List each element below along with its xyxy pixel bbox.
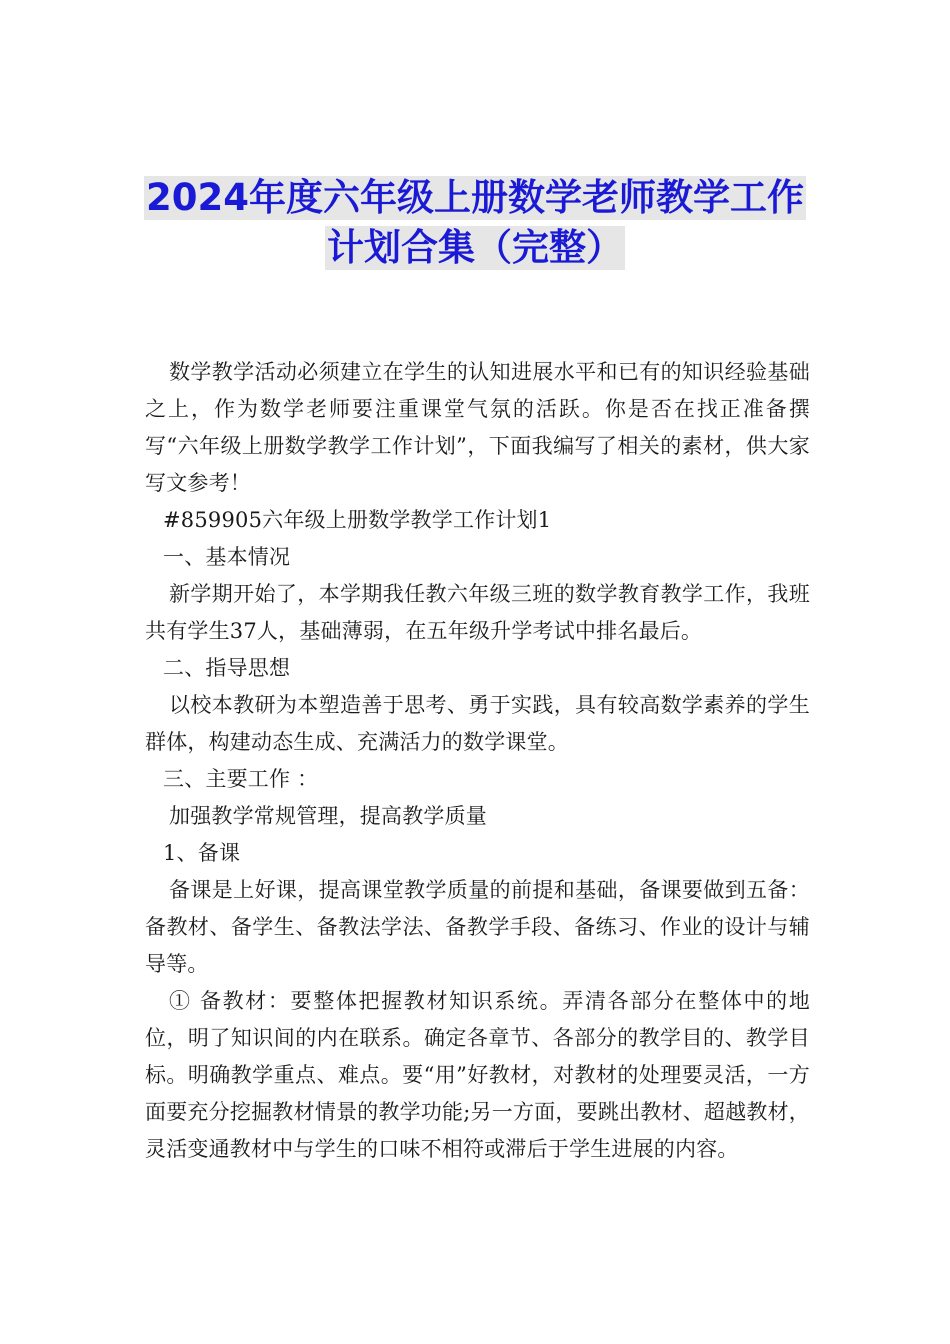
title-line-1: 2024年度六年级上册数学老师教学工作 (146, 176, 804, 219)
basic-info-paragraph: 新学期开始了，本学期我任教六年级三班的数学教育教学工作，我班共有学生37人，基础薄弱，在五年级升学考试中排名最后。 (145, 582, 810, 643)
plan-heading: #859905六年级上册数学教学工作计划1 (163, 508, 552, 532)
main-work-subheading: 加强教学常规管理，提高教学质量 (169, 804, 487, 828)
document-title (0, 176, 950, 276)
section-heading-main-work: 三、主要工作 ： (163, 767, 319, 791)
section-heading-guiding-idea: 二、指导思想 (163, 656, 291, 680)
section-heading-basic-info: 一、基本情况 (163, 545, 291, 569)
document-body (145, 354, 810, 1168)
title-line-2: 计划合集（完整） (327, 226, 623, 269)
textbook-prep-paragraph: ① 备教材：要整体把握教材知识系统。弄清各部分在整体中的地位，明了知识间的内在联系。确定各章节、各部分的教学目的、教学目标。明确教学重点、难点。要“用”好教材，对教材的处理要灵活，一方面要充分挖掘教材情景的教学功能;另一方面，要跳出教材、超越教材，灵活变通教材中与学生的口味不相符或滞后于学生进展的内容。 (145, 989, 810, 1161)
lesson-prep-paragraph: 备课是上好课，提高课堂教学质量的前提和基础，备课要做到五备：备教材、备学生、备教法学法、备教学手段、备练习、作业的设计与辅导等。 (145, 878, 810, 976)
lesson-prep-heading: 1、备课 (163, 841, 241, 865)
intro-paragraph: 数学教学活动必须建立在学生的认知进展水平和已有的知识经验基础之上，作为数学老师要注重课堂气氛的活跃。你是否在找正准备撰写“六年级上册数学教学工作计划”，下面我编写了相关的素材，供大家写文参考！ (145, 360, 810, 495)
guiding-idea-paragraph: 以校本教研为本塑造善于思考、勇于实践，具有较高数学素养的学生群体，构建动态生成、充满活力的数学课堂。 (145, 693, 810, 754)
